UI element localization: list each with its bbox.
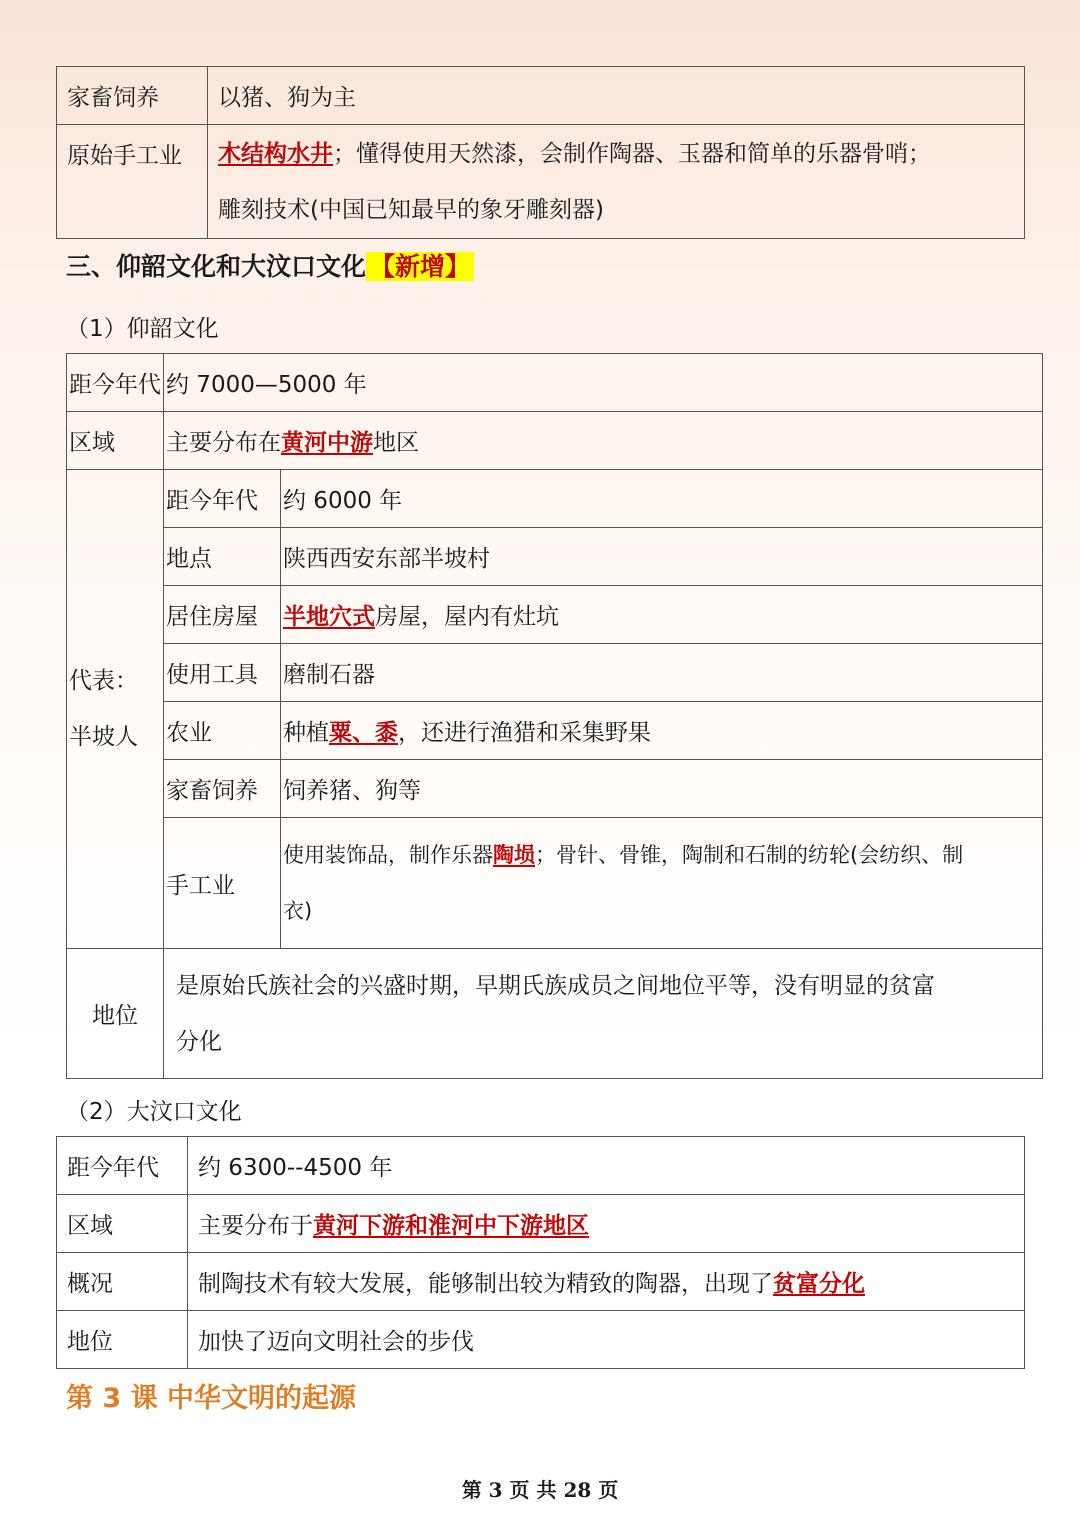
sub-label: 农业 bbox=[164, 702, 281, 760]
table-yangshao bbox=[66, 353, 1043, 1079]
lesson-title: 第 3 课 中华文明的起源 bbox=[66, 1383, 356, 1414]
new-tag-badge: 【新增】 bbox=[366, 252, 474, 281]
table-row bbox=[57, 1253, 1025, 1311]
table-row bbox=[57, 1195, 1025, 1253]
row-label: 家畜饲养 bbox=[57, 67, 208, 125]
row-label: 地位 bbox=[67, 949, 164, 1079]
table-row bbox=[67, 528, 1043, 586]
page-footer: 第 3 页 共 28 页 bbox=[461, 1478, 619, 1502]
sub-label: 居住房屋 bbox=[164, 586, 281, 644]
sub-label: 手工业 bbox=[164, 818, 281, 949]
sub-content: 陕西西安东部半坡村 bbox=[281, 528, 1043, 586]
sub-label: 使用工具 bbox=[164, 644, 281, 702]
table-row bbox=[67, 644, 1043, 702]
table-row bbox=[67, 354, 1043, 412]
row-label: 区域 bbox=[67, 412, 164, 470]
highlight-text: 陶埙 bbox=[493, 843, 535, 867]
table-row bbox=[67, 818, 1043, 949]
highlight-text: 半地穴式 bbox=[283, 604, 375, 630]
row-label: 地位 bbox=[57, 1311, 188, 1369]
row-content: 约 6300--4500 年 bbox=[188, 1137, 1025, 1195]
table-dawenkou bbox=[56, 1136, 1025, 1369]
sub-content: 种植粟、黍，还进行渔猎和采集野果 bbox=[281, 702, 1043, 760]
representative-label: 代表： 半坡人 bbox=[67, 470, 164, 949]
sub-label: 地点 bbox=[164, 528, 281, 586]
sub-content: 约 6000 年 bbox=[281, 470, 1043, 528]
table-row bbox=[57, 125, 1025, 239]
row-content: 主要分布在黄河中游地区 bbox=[164, 412, 1043, 470]
highlight-text: 贫富分化 bbox=[773, 1271, 865, 1297]
table-row bbox=[57, 67, 1025, 125]
table-row bbox=[67, 412, 1043, 470]
highlight-text: 木结构水井 bbox=[218, 140, 333, 167]
sub-label: 家畜饲养 bbox=[164, 760, 281, 818]
row-content: 制陶技术有较大发展，能够制出较为精致的陶器，出现了贫富分化 bbox=[188, 1253, 1025, 1311]
table-continuation bbox=[56, 66, 1025, 239]
row-label: 区域 bbox=[57, 1195, 188, 1253]
row-content: 加快了迈向文明社会的步伐 bbox=[188, 1311, 1025, 1369]
sub-content: 半地穴式房屋，屋内有灶坑 bbox=[281, 586, 1043, 644]
row-content: 是原始氏族社会的兴盛时期，早期氏族成员之间地位平等，没有明显的贫富 分化 bbox=[164, 949, 1043, 1079]
row-label: 距今年代 bbox=[67, 354, 164, 412]
row-content: 以猪、狗为主 bbox=[208, 67, 1025, 125]
row-content: 木结构水井；懂得使用天然漆，会制作陶器、玉器和简单的乐器骨哨； 雕刻技术(中国已知最早的象牙雕刻器) bbox=[208, 125, 1025, 239]
row-label: 原始手工业 bbox=[57, 125, 208, 239]
sub-label: 距今年代 bbox=[164, 470, 281, 528]
section-title: 三、仰韶文化和大汶口文化 【新增】 bbox=[66, 248, 474, 286]
table-row bbox=[67, 470, 1043, 528]
sub-content: 磨制石器 bbox=[281, 644, 1043, 702]
row-label: 概况 bbox=[57, 1253, 188, 1311]
table-row bbox=[67, 760, 1043, 818]
highlight-text: 黄河中游 bbox=[281, 430, 373, 456]
row-content: 主要分布于黄河下游和淮河中下游地区 bbox=[188, 1195, 1025, 1253]
table-row bbox=[57, 1137, 1025, 1195]
sub-content: 使用装饰品，制作乐器陶埙；骨针、骨锥，陶制和石制的纺轮(会纺织、制 衣) bbox=[281, 818, 1043, 949]
table-row bbox=[57, 1311, 1025, 1369]
highlight-text: 黄河下游和淮河中下游地区 bbox=[313, 1213, 589, 1239]
subheading-dawenkou: （2）大汶口文化 bbox=[66, 1099, 242, 1125]
row-label: 距今年代 bbox=[57, 1137, 188, 1195]
subheading-yangshao: （1）仰韶文化 bbox=[66, 316, 219, 342]
highlight-text: 粟、黍 bbox=[329, 720, 398, 746]
table-row bbox=[67, 949, 1043, 1079]
table-row bbox=[67, 586, 1043, 644]
row-content: 约 7000—5000 年 bbox=[164, 354, 1043, 412]
table-row bbox=[67, 702, 1043, 760]
sub-content: 饲养猪、狗等 bbox=[281, 760, 1043, 818]
